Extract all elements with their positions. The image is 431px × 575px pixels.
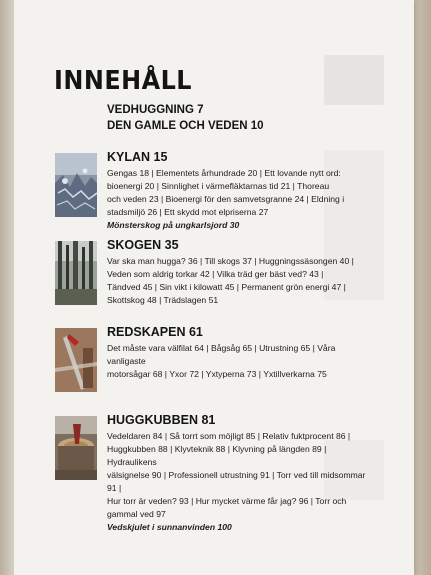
intro-chapter: VEDHUGGNING 7: [107, 104, 204, 116]
toc-line: Tändved 45 | Sin vikt i kilowatt 45 | Permanent grön energi 47 |: [107, 282, 346, 292]
toc-feature-line: Vedskjulet i sunnanvinden 100: [107, 522, 232, 532]
frost-photo-thumbnail: [55, 153, 97, 217]
intro-chapters: [107, 102, 264, 134]
toc-line: Gengas 18 | Elementets århundrade 20 | Ett lovande nytt ord:: [107, 168, 341, 178]
section-title: KYLAN 15: [107, 150, 168, 164]
toc-line: Veden som aldrig torkar 42 | Vilka träd ger bäst ved? 43 |: [107, 269, 324, 279]
toc-line: Hur torr är veden? 93 | Hur mycket värme får jag? 96 | Torr och: [107, 496, 347, 506]
toc-feature-line: Mönsterskog på ungkarlsjord 30: [107, 220, 240, 230]
toc-line: Det måste vara välfilat 64 | Bågsåg 65 | Utrustning 65 | Våra vanligaste: [107, 343, 336, 366]
page-edge-right: [414, 0, 431, 575]
tools-photo-thumbnail: [55, 328, 97, 392]
toc-line: bioenergi 20 | Sinnlighet i värmefläktarnas tid 21 | Thoreau: [107, 181, 330, 191]
toc-line: stadsmiljö 26 | Ett skydd mot elpriserna 27: [107, 207, 269, 217]
toc-line: välsignelse 90 | Professionell utrustning 91 | Torr ved till midsommar 91 |: [107, 470, 366, 493]
toc-line: Var ska man hugga? 36 | Till skogs 37 | Huggningssäsongen 40 |: [107, 256, 354, 266]
toc-line: motorsågar 68 | Yxor 72 | Yxtyperna 73 | Yxtillverkarna 75: [107, 369, 327, 379]
section-title: HUGGKUBBEN 81: [107, 413, 216, 427]
toc-line: och veden 23 | Bioenergi för den samvetsgranne 24 | Eldning i: [107, 194, 345, 204]
section-title: REDSKAPEN 61: [107, 325, 203, 339]
show-through-block: [324, 55, 384, 105]
toc-line: Vedeldaren 84 | Så torrt som möjligt 85 | Relativ fuktprocent 86 |: [107, 431, 351, 441]
page-title: INNEHÅLL: [54, 66, 192, 96]
page-gutter: [0, 0, 14, 575]
section-title: SKOGEN 35: [107, 238, 179, 252]
chopping-block-photo-thumbnail: [55, 416, 97, 480]
toc-line: Huggkubben 88 | Klyvteknik 88 | Klyvning på längden 89 | Hydraulikens: [107, 444, 327, 467]
toc-line: Skottskog 48 | Trädslagen 51: [107, 295, 219, 305]
toc-line: gammal ved 97: [107, 509, 166, 519]
forest-photo-thumbnail: [55, 241, 97, 305]
intro-chapter: DEN GAMLE OCH VEDEN 10: [107, 120, 264, 132]
